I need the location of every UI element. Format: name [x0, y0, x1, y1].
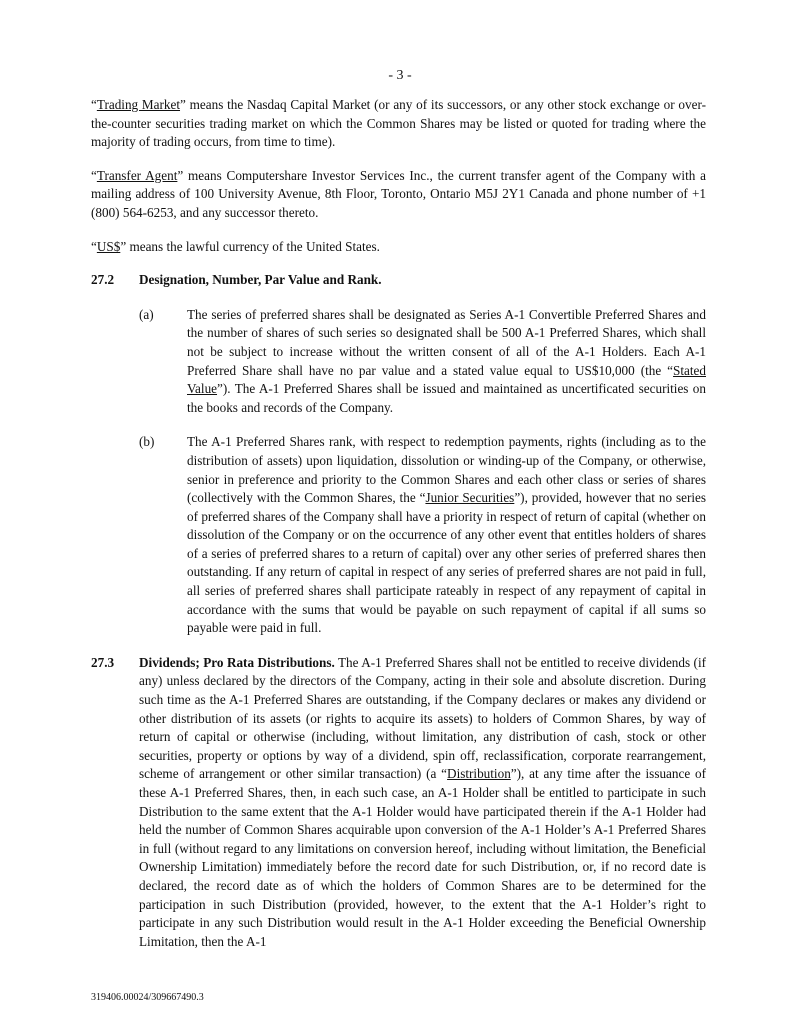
- defined-term: Distribution: [447, 766, 511, 782]
- defined-term: Transfer Agent: [96, 167, 178, 183]
- definition-trading-market: “Trading Market” means the Nasdaq Capital Market (or any of its successors, or any other stock exchange or over-the-counter securities trading market on which the Common Shares may be listed or quoted for trading where the majority of trading occurs, from time to time).: [91, 97, 706, 150]
- subparagraph-b: [139, 433, 706, 638]
- subparagraph-label: (a): [139, 306, 154, 322]
- section-number: 27.3: [91, 654, 115, 670]
- section-title: Designation, Number, Par Value and Rank.: [139, 272, 382, 288]
- document-body: [91, 96, 706, 951]
- page-number: - 3 -: [388, 68, 412, 83]
- definition-transfer-agent: “Transfer Agent” means Computershare Investor Services Inc., the current transfer agent of the Company with a mailing address of 100 University Avenue, 8th Floor, Toronto, Ontario M5J 2Y1 Canada and phone number of +1 (800) 564-6253, and any successor thereto.: [91, 167, 707, 220]
- definition-us-dollar: “US$” means the lawful currency of the United States.: [91, 238, 380, 254]
- section-27-3: [91, 654, 706, 952]
- defined-term: Stated Value: [187, 362, 706, 397]
- defined-term: Trading Market: [96, 97, 181, 112]
- document-footer-id: 319406.00024/309667490.3: [91, 992, 204, 1003]
- subparagraph-label: (b): [139, 434, 155, 450]
- section-number: 27.2: [91, 272, 115, 288]
- section-title: Dividends; Pro Rata Distributions.: [139, 654, 335, 670]
- section-text: Dividends; Pro Rata Distributions. The A-1 Preferred Shares shall not be entitled to receive dividends (if any) unless declared by the directors of the Company, acting in their sole and absolute discretion. During such time as the A-1 Preferred Shares are outstanding, if the Company declares or makes any dividend or other distribution of its assets (or rights to acquire its assets) to holders of Common Shares, by way of return of capital or otherwise (including, without limitation, any distribution of cash, stock or other securities, property or options by way of a dividend, spin off, reclassification, corporate rearrangement, scheme of arrangement or other similar transaction) (a “Distribution”), at any time after the issuance of these A-1 Preferred Shares, then, in each such case, an A-1 Holder shall be entitled to participate in such Distribution to the same extent that the A-1 Holder would have participated therein if the A-1 Holder had held the number of Common Shares acquirable upon conversion of the A-1 Holder’s A-1 Preferred Shares in full (without regard to any limitations on conversion hereof, including without limitation, the Beneficial Ownership Limitation) immediately before the record date for such Distribution, or, if no record date is declared, the record date as of which the holders of Common Shares are to be determined for the participation in such Distribution (provided, however, to the extent that the A-1 Holder’s right to participate in any such Distribution would result in the A-1 Holder exceeding the Beneficial Ownership Limitation, then the A-1: [139, 654, 706, 949]
- defined-term: Junior Securities: [425, 490, 515, 506]
- section-heading-27-2: [91, 271, 706, 290]
- defined-term: US$: [96, 238, 121, 254]
- subparagraph-text: The A-1 Preferred Shares rank, with respect to redemption payments, rights (including as to the distribution of assets) upon liquidation, dissolution or winding-up of the Company, or otherwise, senior in preference and priority to the Common Shares and each other class or series of shares (collectively with the Common Shares, the “Junior Securities”), provided, however that no series of preferred shares of the Company shall have a priority in respect of return of capital (whether on dissolution of the Company or on the occurrence of any other event that entitles holders of shares of a series of preferred shares to a return of capital) over any other series of preferred shares then outstanding. If any return of capital in respect of any series of preferred shares are not paid in full, all series of preferred shares shall participate rateably in respect of any repayment of capital in accordance with the sums that would be payable on such repayment of capital if all sums so payable were paid in full.: [187, 434, 706, 636]
- subparagraph-text: The series of preferred shares shall be designated as Series A-1 Convertible Preferred Shares and the number of shares of such series so designated shall be 500 A-1 Preferred Shares, which shall not be subject to increase without the written consent of all of the A-1 Holders. Each A-1 Preferred Share shall have no par value and a stated value equal to US$10,000 (the “Stated Value”). The A-1 Preferred Shares shall be issued and maintained as uncertificated securities on the books and records of the Company.: [187, 306, 706, 415]
- subparagraph-a: [139, 306, 706, 418]
